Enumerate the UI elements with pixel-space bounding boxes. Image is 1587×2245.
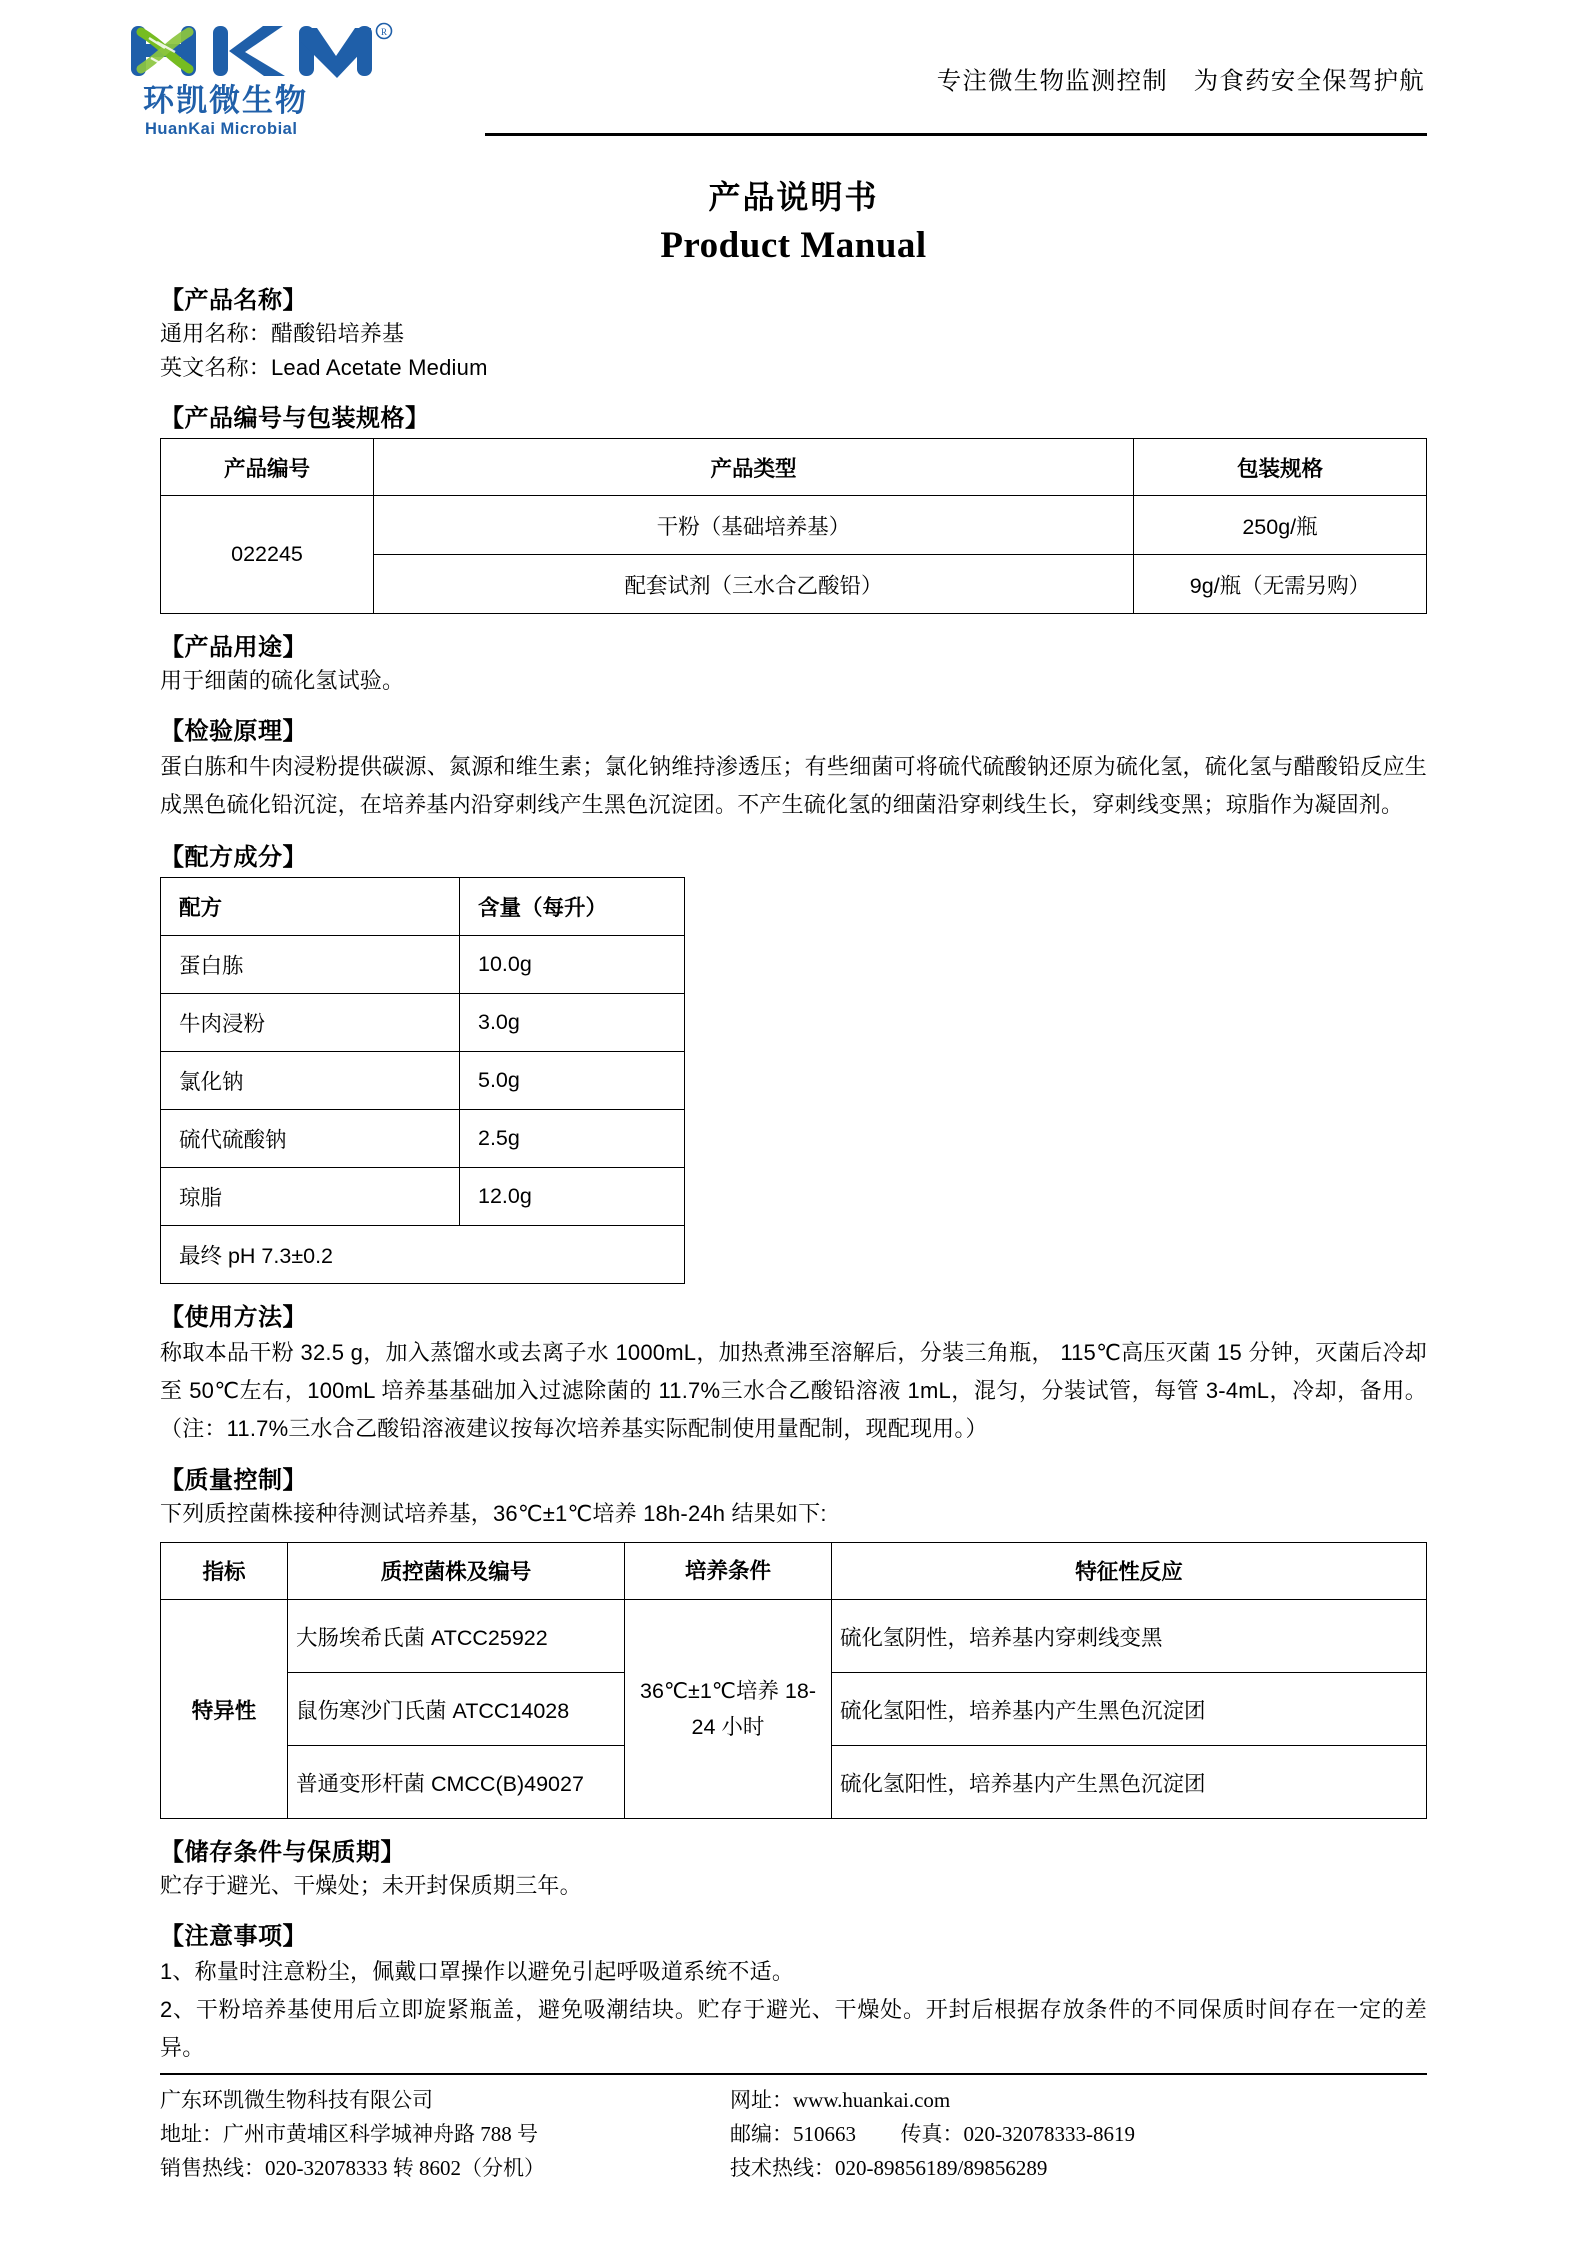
col-header-amount: 含量（每升） [460,877,685,935]
section-heading-product-code: 【产品编号与包装规格】 [160,405,430,433]
section-heading-instructions: 【使用方法】 [160,1303,307,1331]
company-slogan: 专注微生物监测控制 为食药安全保驾护航 [936,68,1425,95]
formula-name: 氯化钠 [161,1051,460,1109]
company-logo [125,22,425,139]
document-title-en: Product Manual [660,225,927,266]
col-header-type: 产品类型 [374,439,1134,496]
table-row [161,1109,685,1167]
footer-columns [160,2083,1427,2185]
package-spec-value: 250g/瓶 [1134,496,1427,555]
section-heading-storage: 【储存条件与保质期】 [160,1839,405,1867]
header-divider [485,133,1427,136]
table-row [161,1600,1427,1673]
purpose-text: 用于细菌的硫化氢试验。 [160,668,405,694]
instructions-text: 称取本品干粉 32.5 g，加入蒸馏水或去离子水 1000mL，加热煮沸至溶解后，分装三角瓶， 115℃高压灭菌 15 分钟，灭菌后冷却至 50℃左右，100mL 培养基基础加入过滤除菌的 11.7%三水合乙酸铅溶液 1mL，混匀，分装试管，每管 3-4mL，冷却，备用。（注：11.7%三水合乙酸铅溶液建议按每次培养基实际配制使用量配制，现配现用。） [160,1339,1427,1441]
footer-left-column [160,2083,730,2185]
formula-name: 琼脂 [161,1167,460,1225]
col-header-pack: 包装规格 [1134,439,1427,496]
formula-amount: 10.0g [460,935,685,993]
product-type-value: 干粉（基础培养基） [374,496,1134,555]
footer-company-name: 广东环凯微生物科技有限公司 [160,2087,433,2112]
product-type-value: 配套试剂（三水合乙酸铅） [374,555,1134,614]
formula-name: 硫代硫酸钠 [161,1109,460,1167]
footer-sales-hotline: 销售热线：020-32078333 转 8602（分机） [160,2155,545,2180]
qc-reaction-value: 硫化氢阴性，培养基内穿刺线变黑 [832,1600,1427,1673]
section-heading-formula: 【配方成分】 [160,843,307,871]
footer-postcode-fax [730,2117,1427,2151]
hkm-logo-mark [125,22,395,84]
formula-table [160,877,685,1284]
principle-text: 蛋白胨和牛肉浸粉提供碳源、氮源和维生素；氯化钠维持渗透压；有些细菌可将硫代硫酸钠还原为硫化氢，硫化氢与醋酸铅反应生成黑色硫化铅沉淀，在培养基内沿穿刺线产生黑色沉淀团。不产生硫化氢的细菌沿穿刺线生长，穿刺线变黑；琼脂作为凝固剂。 [160,754,1427,818]
svg-text:R: R [380,27,388,37]
footer-tech-hotline: 技术热线：020-89856189/89856289 [730,2155,1048,2180]
table-header-row [161,1542,1427,1600]
quality-control-intro: 下列质控菌株接种待测试培养基，36℃±1℃培养 18h-24h 结果如下: [160,1501,827,1527]
formula-amount: 3.0g [460,993,685,1051]
table-row [161,1167,685,1225]
footer-postcode: 邮编：510663 [730,2121,856,2146]
page-header [143,0,1427,162]
formula-amount: 12.0g [460,1167,685,1225]
table-row [161,496,1427,555]
logo-chinese-name: 环凯微生物 [143,83,308,118]
footer-right-column [730,2083,1427,2185]
table-row-final-ph [161,1225,685,1283]
col-header-formula: 配方 [161,877,460,935]
page-footer [160,2073,1427,2185]
col-header-strain: 质控菌株及编号 [288,1542,625,1600]
qc-reaction-value: 硫化氢阳性，培养基内产生黑色沉淀团 [832,1673,1427,1746]
header-slogan-area [425,22,1427,97]
table-header-row [161,439,1427,496]
section-heading-principle: 【检验原理】 [160,718,307,746]
formula-amount: 5.0g [460,1051,685,1109]
table-header-row [161,877,685,935]
logo-english-name: HuanKai Microbial [145,119,298,138]
product-english-name: 英文名称：Lead Acetate Medium [160,355,488,381]
precaution-item: 2、干粉培养基使用后立即旋紧瓶盖，避免吸潮结块。贮存于避光、干燥处。开封后根据存放条件的不同保质时间存在一定的差异。 [160,1996,1427,2060]
product-code-table [160,438,1427,614]
section-heading-quality-control: 【质量控制】 [160,1467,307,1495]
table-row [161,1051,685,1109]
col-header-condition: 培养条件 [625,1542,832,1600]
qc-indicator-value: 特异性 [161,1600,288,1819]
formula-name: 牛肉浸粉 [161,993,460,1051]
footer-address: 地址：广州市黄埔区科学城神舟路 788 号 [160,2121,538,2146]
hkm-wordmark-icon [125,22,395,84]
qc-strain-value: 鼠伤寒沙门氏菌 ATCC14028 [288,1673,625,1746]
qc-condition-value: 36℃±1℃培养 18-24 小时 [625,1600,832,1819]
document-title-cn: 产品说明书 [708,179,879,215]
qc-strain-value: 大肠埃希氏菌 ATCC25922 [288,1600,625,1673]
formula-name: 蛋白胨 [161,935,460,993]
col-header-code: 产品编号 [161,439,374,496]
storage-text: 贮存于避光、干燥处；未开封保质期三年。 [160,1873,582,1899]
section-heading-purpose: 【产品用途】 [160,634,307,662]
product-code-value: 022245 [161,496,374,614]
final-ph-value: 最终 pH 7.3±0.2 [161,1225,685,1283]
col-header-indicator: 指标 [161,1542,288,1600]
quality-control-table [160,1542,1427,1820]
qc-strain-value: 普通变形杆菌 CMCC(B)49027 [288,1746,625,1819]
table-row [161,993,685,1051]
formula-amount: 2.5g [460,1109,685,1167]
footer-divider [160,2073,1427,2075]
qc-reaction-value: 硫化氢阳性，培养基内产生黑色沉淀团 [832,1746,1427,1819]
section-heading-precautions: 【注意事项】 [160,1923,307,1951]
footer-fax: 传真：020-32078333-8619 [900,2121,1135,2146]
col-header-reaction: 特征性反应 [832,1542,1427,1600]
precaution-item: 1、称量时注意粉尘，佩戴口罩操作以避免引起呼吸道系统不适。 [160,1959,795,1985]
section-heading-product-name: 【产品名称】 [160,287,307,314]
package-spec-value: 9g/瓶（无需另购） [1134,555,1427,614]
table-row [161,935,685,993]
product-common-name: 通用名称：醋酸铅培养基 [160,321,405,346]
footer-website[interactable]: 网址：www.huankai.com [730,2087,951,2112]
